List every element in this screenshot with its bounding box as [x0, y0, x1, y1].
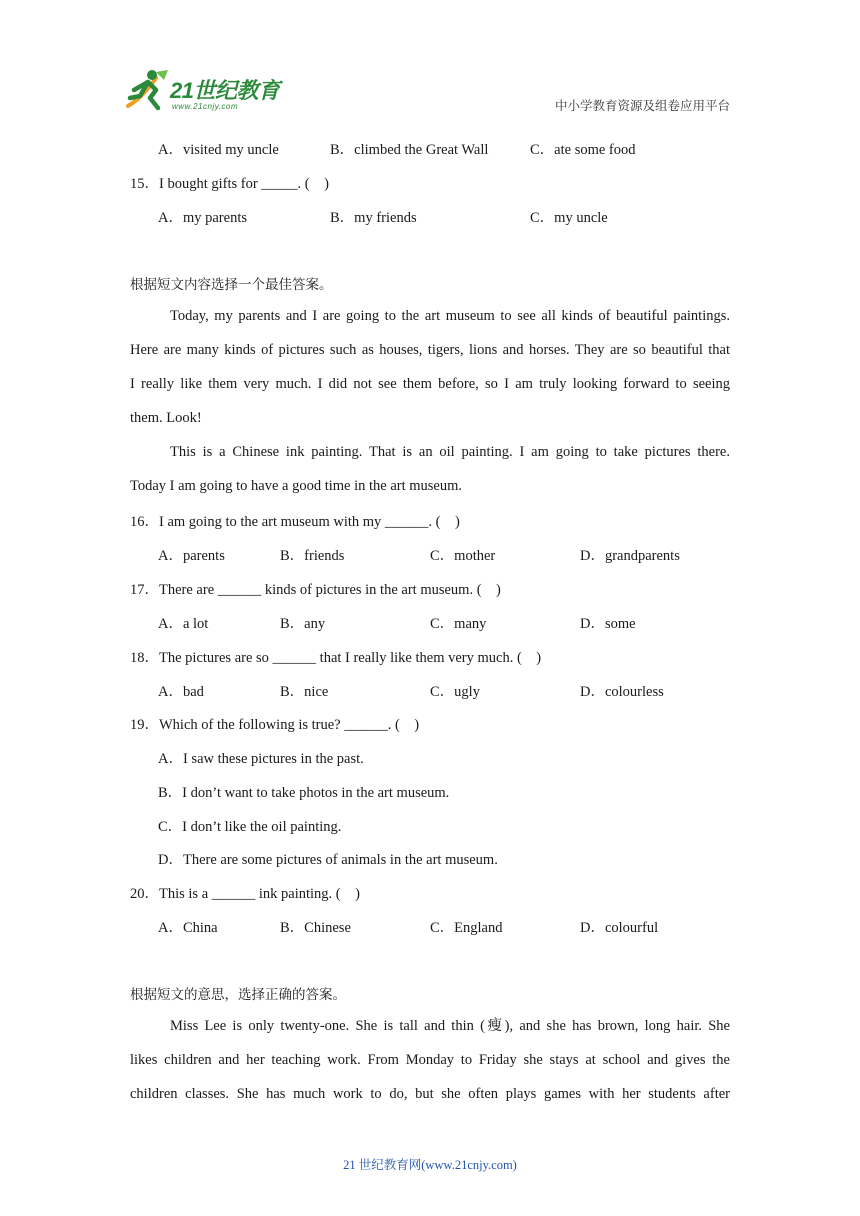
q16-option-d: D．grandparents: [580, 548, 680, 564]
q18-option-b: B．nice: [280, 684, 329, 700]
q15-option-a: A．my parents: [158, 210, 247, 226]
q14-option-a: A．visited my uncle: [158, 142, 279, 158]
q18-question: 18．The pictures are so ______ that I really like them very much. ( ): [130, 650, 542, 666]
logo-text: 21世纪教育: [170, 78, 280, 103]
section2-passage-line-1: Miss Lee is only twenty-one. She is tall and thin (瘦), and she has brown, long hair. She: [170, 1018, 730, 1034]
q19-option-c: C．I don’t like the oil painting.: [158, 819, 342, 835]
site-logo: [122, 68, 292, 114]
q15-option-c: C．my uncle: [530, 210, 608, 226]
q16-question: 16．I am going to the art museum with my ______. ( ): [130, 514, 460, 530]
q20-question: 20．This is a ______ ink painting. ( ): [130, 886, 360, 902]
q17-option-a: A．a lot: [158, 616, 209, 632]
q16-option-a: A．parents: [158, 548, 225, 564]
runner-logo-icon: [122, 68, 172, 114]
section1-passage-line-3: I really like them very much. I did not see them before, so I am truly looking forward to seeing: [130, 376, 730, 392]
q17-option-b: B．any: [280, 616, 326, 632]
q14-option-b: B．climbed the Great Wall: [330, 142, 489, 158]
section1-passage-line-5: This is a Chinese ink painting. That is an oil painting. I am going to take pictures there.: [170, 444, 730, 460]
header-platform-text: 中小学教育资源及组卷应用平台: [554, 98, 730, 113]
q18-option-d: D．colourless: [580, 684, 664, 700]
q15-question: 15．I bought gifts for _____. ( ): [130, 176, 329, 192]
q20-option-b: B．Chinese: [280, 920, 351, 936]
q20-option-d: D．colourful: [580, 920, 659, 936]
q15-option-b: B．my friends: [330, 210, 417, 226]
q19-option-d: D．There are some pictures of animals in the art museum.: [158, 852, 498, 868]
q17-question: 17．There are ______ kinds of pictures in the art museum. ( ): [130, 582, 501, 598]
q20-option-a: A．China: [158, 920, 218, 936]
section1-passage-line-6: Today I am going to have a good time in the art museum.: [130, 478, 463, 494]
q14-option-c: C．ate some food: [530, 142, 636, 158]
q18-option-a: A．bad: [158, 684, 204, 700]
section1-passage-line-4: them. Look!: [130, 410, 202, 426]
logo-url: www.21cnjy.com: [172, 102, 238, 111]
q19-option-a: A．I saw these pictures in the past.: [158, 751, 364, 767]
q17-option-d: D．some: [580, 616, 636, 632]
section1-passage-line-1: Today, my parents and I are going to the art museum to see all kinds of beautiful paintings.: [170, 308, 730, 324]
section2-instruction: 根据短文的意思，选择正确的答案。: [130, 987, 346, 1003]
q17-option-c: C．many: [430, 616, 487, 632]
q19-option-b: B．I don’t want to take photos in the art museum.: [158, 785, 450, 801]
section1-passage-line-2: Here are many kinds of pictures such as houses, tigers, lions and horses. They are so beautiful that: [130, 342, 730, 358]
section1-instruction: 根据短文内容选择一个最佳答案。: [130, 277, 333, 293]
q16-option-b: B．friends: [280, 548, 345, 564]
q18-option-c: C．ugly: [430, 684, 480, 700]
footer-source: 21 世纪教育网(www.21cnjy.com): [343, 1158, 517, 1172]
q19-question: 19．Which of the following is true? ______. ( ): [130, 717, 420, 733]
section2-passage-line-3: children classes. She has much work to do, but she often plays games with her students after: [130, 1086, 730, 1102]
q20-option-c: C．England: [430, 920, 503, 936]
q16-option-c: C．mother: [430, 548, 496, 564]
section2-passage-line-2: likes children and her teaching work. From Monday to Friday she stays at school and gives the: [130, 1052, 730, 1068]
